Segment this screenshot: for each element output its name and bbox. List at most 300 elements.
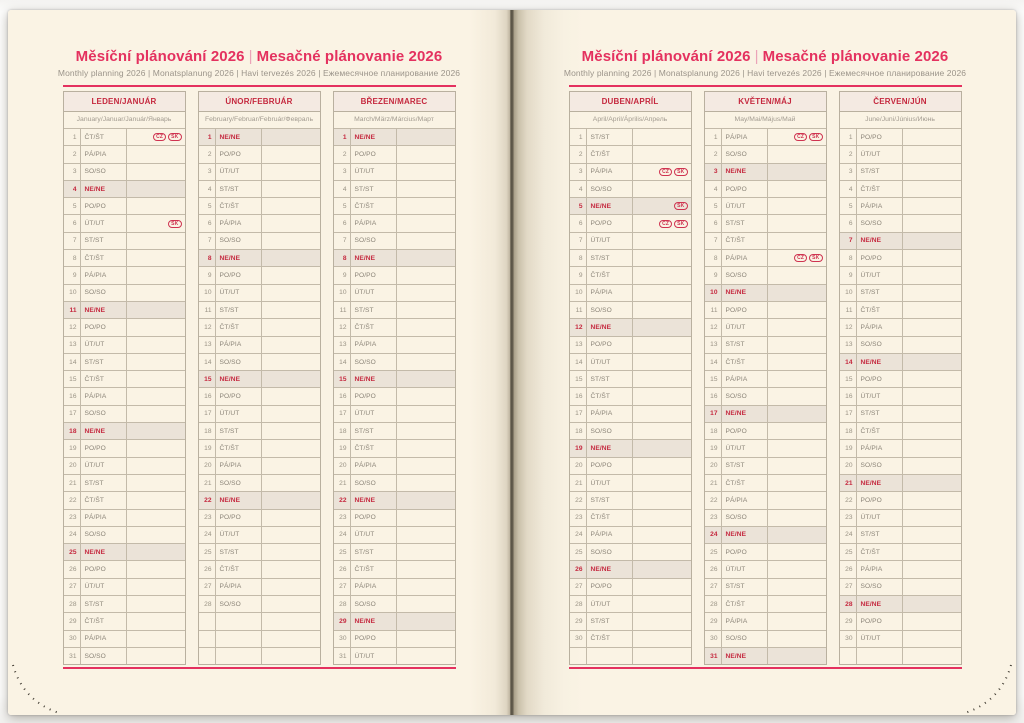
day-row — [334, 233, 455, 250]
day-row — [64, 579, 185, 596]
day-weekday: PÁ/PIA — [722, 613, 768, 629]
day-row — [199, 440, 320, 457]
day-weekday: ČT/ŠT — [587, 388, 633, 404]
page-left — [8, 10, 510, 715]
perforated-corner-left — [6, 658, 64, 716]
day-notes-cell — [903, 354, 961, 370]
day-number: 29 — [570, 613, 587, 629]
day-number — [199, 613, 216, 629]
holiday-badge-sk: SK — [674, 168, 687, 176]
holiday-badge-cz: CZ — [794, 254, 807, 262]
holiday-badge-sk: SK — [674, 202, 687, 210]
day-number: 16 — [570, 388, 587, 404]
day-weekday: PÁ/PIA — [722, 371, 768, 387]
day-weekday: PO/PO — [351, 267, 397, 283]
day-weekday: SO/SO — [351, 354, 397, 370]
day-weekday: ST/ST — [722, 458, 768, 474]
day-row — [705, 544, 826, 561]
day-weekday: PO/PO — [857, 250, 903, 266]
day-row — [64, 302, 185, 319]
day-weekday: PO/PO — [722, 423, 768, 439]
day-number: 6 — [334, 215, 351, 231]
day-notes-cell — [903, 544, 961, 560]
day-weekday: SO/SO — [587, 302, 633, 318]
day-number: 5 — [199, 198, 216, 214]
day-row — [570, 423, 691, 440]
day-weekday: ST/ST — [857, 406, 903, 422]
day-number: 29 — [334, 613, 351, 629]
day-notes-cell — [397, 354, 455, 370]
day-row — [840, 181, 961, 198]
day-row — [334, 267, 455, 284]
day-notes-cell — [633, 146, 691, 162]
day-row — [570, 337, 691, 354]
day-weekday: PÁ/PIA — [81, 146, 127, 162]
day-row — [705, 250, 826, 267]
day-notes-cell — [397, 233, 455, 249]
day-weekday: NE/NE — [857, 233, 903, 249]
holiday-badge-cz: CZ — [794, 133, 807, 141]
day-notes-cell — [127, 510, 185, 526]
day-notes-cell — [397, 579, 455, 595]
day-number: 14 — [199, 354, 216, 370]
day-notes-cell — [633, 596, 691, 612]
day-notes-cell — [633, 319, 691, 335]
day-row — [570, 527, 691, 544]
day-row — [840, 233, 961, 250]
day-row — [64, 458, 185, 475]
day-row — [64, 544, 185, 561]
day-row — [840, 561, 961, 578]
day-weekday: SO/SO — [587, 181, 633, 197]
day-number: 8 — [199, 250, 216, 266]
day-weekday: PO/PO — [81, 561, 127, 577]
page-subtitle: Monthly planning 2026 | Monatsplanung 2026 | Havi tervezés 2026 | Ежемесячное планирование 2026 — [57, 68, 461, 78]
day-number — [840, 648, 857, 664]
day-number: 28 — [570, 596, 587, 612]
day-weekday: ÚT/UT — [351, 406, 397, 422]
day-row — [334, 406, 455, 423]
day-notes-cell — [903, 648, 961, 664]
day-weekday: PO/PO — [722, 302, 768, 318]
day-number: 22 — [199, 492, 216, 508]
day-weekday: PO/PO — [216, 510, 262, 526]
day-notes-cell — [768, 302, 826, 318]
day-weekday: PO/PO — [351, 510, 397, 526]
day-weekday: NE/NE — [722, 406, 768, 422]
day-notes-cell — [262, 475, 320, 491]
day-number — [199, 631, 216, 647]
day-row — [64, 164, 185, 181]
day-number: 13 — [570, 337, 587, 353]
day-weekday: ČT/ŠT — [351, 561, 397, 577]
day-weekday: ČT/ŠT — [722, 233, 768, 249]
page-title-secondary: Mesačné plánovanie 2026 — [256, 48, 443, 65]
day-row — [570, 613, 691, 630]
holiday-badge-sk: SK — [809, 133, 822, 141]
month-table — [63, 91, 186, 665]
day-weekday: ÚT/UT — [81, 579, 127, 595]
day-number: 14 — [570, 354, 587, 370]
day-row — [705, 440, 826, 457]
day-weekday: ST/ST — [587, 129, 633, 145]
day-row — [334, 648, 455, 664]
day-weekday: PÁ/PIA — [857, 319, 903, 335]
day-number: 27 — [840, 579, 857, 595]
day-notes-cell — [903, 181, 961, 197]
day-weekday: ÚT/UT — [722, 319, 768, 335]
day-number: 23 — [570, 510, 587, 526]
day-weekday: PO/PO — [216, 267, 262, 283]
day-number: 10 — [64, 285, 81, 301]
day-notes-cell — [903, 561, 961, 577]
day-notes-cell — [768, 337, 826, 353]
day-notes-cell — [633, 423, 691, 439]
day-notes-cell — [397, 302, 455, 318]
day-notes-cell — [768, 596, 826, 612]
day-weekday: ČT/ŠT — [587, 146, 633, 162]
day-notes-cell — [397, 250, 455, 266]
day-weekday: ST/ST — [857, 164, 903, 180]
day-notes-cell — [633, 198, 691, 214]
day-row — [705, 302, 826, 319]
day-row — [199, 285, 320, 302]
day-weekday: ČT/ŠT — [722, 354, 768, 370]
day-notes-cell — [768, 510, 826, 526]
day-row — [840, 198, 961, 215]
day-notes-cell — [262, 181, 320, 197]
day-notes-cell — [127, 164, 185, 180]
day-number: 9 — [840, 267, 857, 283]
day-row — [840, 492, 961, 509]
day-number: 12 — [570, 319, 587, 335]
day-weekday: PÁ/PIA — [722, 129, 768, 145]
day-number: 16 — [334, 388, 351, 404]
day-number: 4 — [570, 181, 587, 197]
day-notes-cell — [903, 492, 961, 508]
day-weekday: SO/SO — [857, 579, 903, 595]
day-number: 12 — [705, 319, 722, 335]
day-number: 2 — [334, 146, 351, 162]
day-row — [199, 146, 320, 163]
day-weekday: PÁ/PIA — [216, 579, 262, 595]
day-notes-cell — [127, 388, 185, 404]
day-number: 4 — [334, 181, 351, 197]
day-notes-cell — [262, 388, 320, 404]
day-number: 11 — [570, 302, 587, 318]
day-number: 16 — [199, 388, 216, 404]
day-weekday: PÁ/PIA — [351, 458, 397, 474]
day-number: 20 — [199, 458, 216, 474]
day-row — [64, 267, 185, 284]
holiday-badge-sk: SK — [809, 254, 822, 262]
day-weekday: ÚT/UT — [216, 406, 262, 422]
day-row — [64, 250, 185, 267]
day-notes-cell — [633, 233, 691, 249]
day-notes-cell — [262, 492, 320, 508]
day-number: 23 — [199, 510, 216, 526]
month-table — [198, 91, 321, 665]
day-row — [840, 250, 961, 267]
day-notes-cell — [262, 215, 320, 231]
day-number: 27 — [570, 579, 587, 595]
day-row — [570, 233, 691, 250]
day-notes-cell — [768, 267, 826, 283]
day-notes-cell — [397, 164, 455, 180]
page-subtitle: Monthly planning 2026 | Monatsplanung 2026 | Havi tervezés 2026 | Ежемесячное планирование 2026 — [563, 68, 967, 78]
day-notes-cell — [633, 527, 691, 543]
day-row — [840, 440, 961, 457]
month-subtitle: January/Januar/Január/Январь — [64, 112, 185, 129]
day-row — [334, 458, 455, 475]
day-number: 27 — [705, 579, 722, 595]
day-notes-cell — [397, 267, 455, 283]
day-weekday: NE/NE — [722, 648, 768, 664]
day-weekday: NE/NE — [81, 181, 127, 197]
day-number: 2 — [64, 146, 81, 162]
day-row — [705, 267, 826, 284]
day-notes-cell — [127, 561, 185, 577]
day-number: 16 — [64, 388, 81, 404]
day-notes-cell — [397, 371, 455, 387]
day-row — [570, 406, 691, 423]
day-notes-cell — [127, 215, 185, 231]
day-row — [840, 354, 961, 371]
day-number: 13 — [199, 337, 216, 353]
day-notes-cell — [633, 371, 691, 387]
day-weekday: SO/SO — [722, 388, 768, 404]
day-number: 17 — [334, 406, 351, 422]
day-number: 21 — [199, 475, 216, 491]
day-row — [199, 510, 320, 527]
day-number: 30 — [334, 631, 351, 647]
day-number: 26 — [64, 561, 81, 577]
day-number: 24 — [570, 527, 587, 543]
day-weekday: NE/NE — [216, 129, 262, 145]
day-weekday: ST/ST — [722, 337, 768, 353]
day-number: 15 — [570, 371, 587, 387]
day-weekday: SO/SO — [857, 458, 903, 474]
day-notes-cell — [768, 146, 826, 162]
day-notes-cell — [127, 631, 185, 647]
day-notes-cell — [903, 475, 961, 491]
day-notes-cell — [397, 319, 455, 335]
day-number: 21 — [705, 475, 722, 491]
day-weekday: PÁ/PIA — [216, 215, 262, 231]
day-row — [840, 388, 961, 405]
day-row — [334, 250, 455, 267]
day-weekday: PÁ/PIA — [857, 198, 903, 214]
day-number: 3 — [570, 164, 587, 180]
day-notes-cell — [262, 337, 320, 353]
day-number: 24 — [840, 527, 857, 543]
day-notes-cell — [127, 579, 185, 595]
day-weekday: PO/PO — [722, 181, 768, 197]
day-row — [570, 250, 691, 267]
day-number: 12 — [840, 319, 857, 335]
day-notes-cell — [397, 475, 455, 491]
day-weekday: PÁ/PIA — [587, 164, 633, 180]
day-weekday: SO/SO — [857, 215, 903, 231]
day-notes-cell — [633, 458, 691, 474]
page-title — [8, 48, 510, 65]
day-row — [64, 492, 185, 509]
day-notes-cell — [903, 371, 961, 387]
day-row — [64, 406, 185, 423]
day-number: 8 — [334, 250, 351, 266]
month-name: ÚNOR/FEBRUÁR — [199, 92, 320, 112]
day-number: 22 — [334, 492, 351, 508]
day-row — [199, 631, 320, 648]
day-number: 14 — [840, 354, 857, 370]
day-notes-cell — [633, 648, 691, 664]
day-number: 13 — [64, 337, 81, 353]
day-number: 8 — [840, 250, 857, 266]
day-number: 7 — [840, 233, 857, 249]
day-weekday: ST/ST — [81, 475, 127, 491]
day-number: 10 — [705, 285, 722, 301]
holiday-badge-cz: CZ — [153, 133, 166, 141]
day-number: 2 — [570, 146, 587, 162]
day-weekday: NE/NE — [351, 129, 397, 145]
day-notes-cell — [127, 440, 185, 456]
day-number: 20 — [840, 458, 857, 474]
day-number: 28 — [64, 596, 81, 612]
day-number: 10 — [334, 285, 351, 301]
day-weekday: ST/ST — [216, 423, 262, 439]
day-row — [64, 181, 185, 198]
day-row — [570, 458, 691, 475]
day-number: 6 — [570, 215, 587, 231]
day-notes-cell — [397, 285, 455, 301]
day-number: 20 — [705, 458, 722, 474]
day-notes-cell — [633, 631, 691, 647]
day-number: 1 — [199, 129, 216, 145]
day-notes-cell — [633, 250, 691, 266]
day-number: 6 — [705, 215, 722, 231]
day-notes-cell — [127, 406, 185, 422]
day-number: 13 — [705, 337, 722, 353]
day-number: 28 — [334, 596, 351, 612]
day-weekday: PO/PO — [216, 388, 262, 404]
day-number: 17 — [570, 406, 587, 422]
footer-rule — [569, 667, 962, 669]
day-weekday: SO/SO — [216, 596, 262, 612]
day-weekday: ÚT/UT — [722, 561, 768, 577]
day-notes-cell — [262, 406, 320, 422]
day-row — [570, 388, 691, 405]
day-row — [334, 613, 455, 630]
day-weekday: SO/SO — [587, 423, 633, 439]
day-row — [334, 215, 455, 232]
day-row — [334, 146, 455, 163]
day-row — [705, 613, 826, 630]
day-notes-cell — [262, 561, 320, 577]
day-number: 16 — [840, 388, 857, 404]
month-subtitle: May/Mai/Május/Май — [705, 112, 826, 129]
day-weekday: PO/PO — [722, 544, 768, 560]
day-notes-cell — [127, 181, 185, 197]
day-number: 9 — [705, 267, 722, 283]
day-notes-cell — [262, 129, 320, 145]
day-number: 20 — [64, 458, 81, 474]
day-notes-cell — [262, 267, 320, 283]
day-weekday: NE/NE — [857, 596, 903, 612]
day-number: 2 — [705, 146, 722, 162]
day-weekday: ČT/ŠT — [857, 423, 903, 439]
day-number: 18 — [334, 423, 351, 439]
day-weekday: ST/ST — [857, 285, 903, 301]
day-row — [64, 215, 185, 232]
day-weekday: PÁ/PIA — [81, 510, 127, 526]
day-weekday: ČT/ŠT — [722, 596, 768, 612]
day-weekday: ÚT/UT — [351, 648, 397, 664]
day-notes-cell — [127, 423, 185, 439]
day-weekday: ST/ST — [587, 613, 633, 629]
day-number: 31 — [334, 648, 351, 664]
day-notes-cell — [768, 544, 826, 560]
day-weekday: ČT/ŠT — [722, 475, 768, 491]
day-number: 15 — [334, 371, 351, 387]
day-number: 18 — [840, 423, 857, 439]
day-weekday: ČT/ŠT — [216, 319, 262, 335]
month-table — [569, 91, 692, 665]
day-row — [840, 631, 961, 648]
day-number: 3 — [199, 164, 216, 180]
day-row — [199, 198, 320, 215]
day-row — [570, 267, 691, 284]
day-weekday: SO/SO — [351, 475, 397, 491]
day-notes-cell — [768, 198, 826, 214]
day-number: 8 — [64, 250, 81, 266]
day-notes-cell — [768, 388, 826, 404]
day-number: 26 — [334, 561, 351, 577]
day-weekday: PO/PO — [81, 440, 127, 456]
day-weekday: SO/SO — [216, 354, 262, 370]
day-number: 10 — [199, 285, 216, 301]
day-number: 4 — [64, 181, 81, 197]
day-row — [334, 561, 455, 578]
day-notes-cell — [768, 285, 826, 301]
day-number: 6 — [199, 215, 216, 231]
day-number: 27 — [334, 579, 351, 595]
day-notes-cell — [262, 458, 320, 474]
day-weekday: NE/NE — [857, 475, 903, 491]
day-number: 11 — [705, 302, 722, 318]
day-notes-cell — [262, 510, 320, 526]
day-number: 12 — [334, 319, 351, 335]
day-row — [570, 440, 691, 457]
day-number: 30 — [705, 631, 722, 647]
day-weekday: ÚT/UT — [216, 527, 262, 543]
day-notes-cell — [768, 129, 826, 145]
day-row — [840, 596, 961, 613]
day-row — [199, 648, 320, 664]
day-row — [64, 371, 185, 388]
month-table — [839, 91, 962, 665]
day-notes-cell — [127, 319, 185, 335]
day-weekday: NE/NE — [722, 527, 768, 543]
day-weekday: ST/ST — [216, 544, 262, 560]
day-number: 18 — [570, 423, 587, 439]
day-weekday: PO/PO — [81, 319, 127, 335]
day-row — [199, 267, 320, 284]
day-weekday: NE/NE — [81, 302, 127, 318]
day-notes-cell — [768, 233, 826, 249]
day-row — [705, 337, 826, 354]
month-name: DUBEN/APRÍL — [570, 92, 691, 112]
day-weekday: PÁ/PIA — [216, 458, 262, 474]
